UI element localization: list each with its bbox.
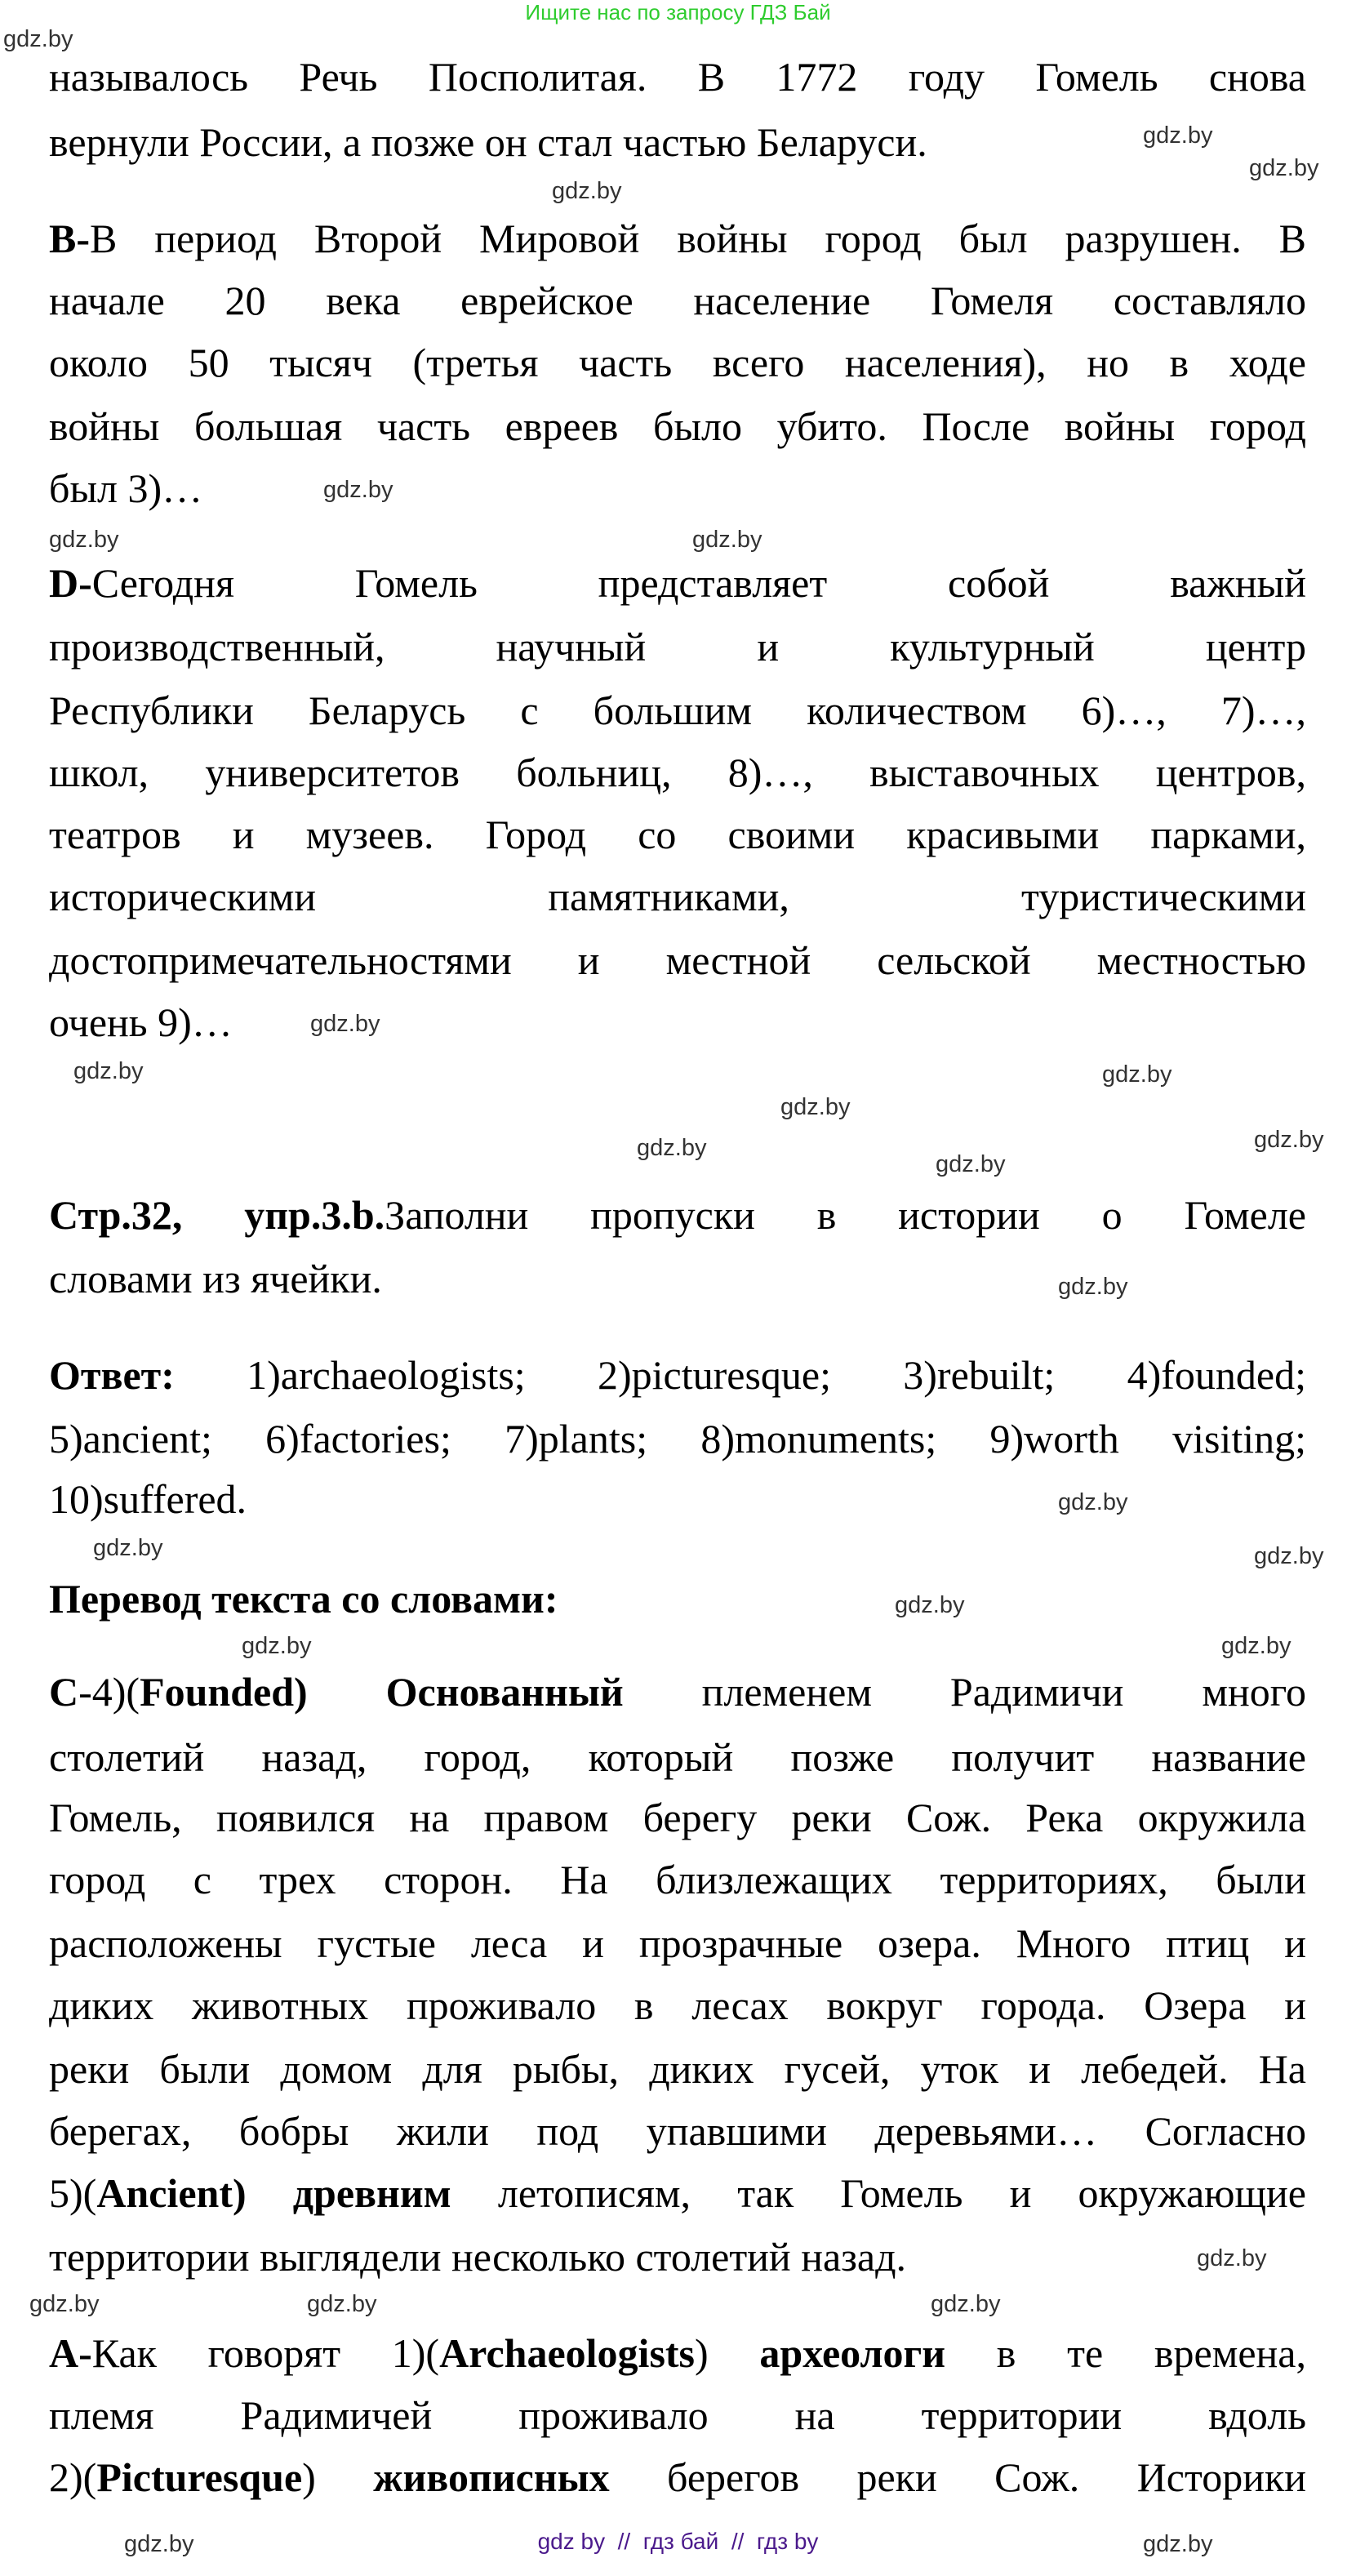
bold-text: B- — [49, 216, 90, 261]
text-run: производственный, научный и культурный центр — [49, 624, 1306, 670]
text-run: ) — [302, 2454, 374, 2500]
text-run: диких животных проживало в лесах вокруг города. Озера и — [49, 1982, 1306, 2028]
watermark: gdz.by — [49, 527, 119, 553]
text-line — [49, 1350, 1306, 1399]
watermark: gdz.by — [1254, 1127, 1324, 1153]
text-run: реки были домом для рыбы, диких гусей, уток и лебедей. На — [49, 2046, 1306, 2092]
text-line — [49, 2107, 1306, 2156]
watermark: gdz.by — [692, 527, 762, 553]
text-line — [49, 2044, 1306, 2093]
text-line — [49, 810, 1306, 859]
text-line — [49, 464, 202, 513]
watermark: gdz.by — [780, 1094, 851, 1120]
text-run: называлось Речь Посполитая. В 1772 году Гомель снова — [49, 54, 1306, 100]
text-run: Республики Беларусь с большим количеством 6)…, 7)…, — [49, 687, 1306, 733]
text-line — [49, 558, 1306, 607]
bold-text: живописных — [373, 2454, 610, 2500]
watermark: gdz.by — [1102, 1061, 1172, 1088]
text-run: очень 9)… — [49, 999, 233, 1045]
text-line — [49, 1733, 1306, 1782]
text-line — [49, 2232, 906, 2281]
site-banner[interactable]: Ищите нас по запросу ГДЗ Бай — [525, 0, 831, 24]
watermark: gdz.by — [1143, 122, 1213, 149]
text-line — [49, 1981, 1306, 2030]
watermark: gdz.by — [1058, 1274, 1128, 1300]
text-run: летописям, так Гомель и окружающие — [451, 2170, 1306, 2216]
text-run: Заполни пропуски в истории о Гомеле — [385, 1192, 1306, 1238]
text-run: расположены густые леса и прозрачные озера. Много птиц и — [49, 1920, 1306, 1966]
text-run: достопримечательностями и местной сельской местностью — [49, 937, 1306, 983]
text-run: племя Радимичей проживало на территории вдоль — [49, 2392, 1306, 2438]
text-run: 5)( — [49, 2170, 97, 2216]
text-line — [49, 1855, 1306, 1904]
bold-text: Founded) Основанный — [140, 1669, 624, 1715]
text-line — [49, 872, 1306, 921]
text-line — [49, 1793, 1306, 1842]
text-line — [49, 998, 233, 1047]
text-line — [49, 2453, 1306, 2502]
text-run: вернули России, а позже он стал частью Беларуси. — [49, 119, 927, 165]
watermark: gdz.by — [1197, 2245, 1267, 2271]
text-run: город с трех сторон. На близлежащих территориях, были — [49, 1857, 1306, 1902]
text-line — [49, 1574, 558, 1623]
watermark: gdz.by — [1221, 1633, 1292, 1659]
bold-text: D- — [49, 560, 92, 606]
text-line — [49, 338, 1306, 387]
watermark: gdz.by — [93, 1535, 163, 1561]
text-line — [49, 118, 927, 167]
text-line — [49, 276, 1306, 325]
watermark: gdz.by — [637, 1135, 707, 1161]
text-line — [49, 52, 1306, 101]
text-line — [49, 1475, 247, 1524]
text-line — [49, 2169, 1306, 2218]
watermark: gdz.by — [310, 1011, 380, 1037]
text-line — [49, 2329, 1306, 2378]
text-run: войны большая часть евреев было убито. После войны город — [49, 403, 1306, 449]
watermark: gdz.by — [936, 1151, 1006, 1177]
text-run: Сегодня Гомель представляет собой важный — [91, 560, 1306, 606]
text-run: В период Второй Мировой войны город был разрушен. В — [90, 216, 1306, 261]
text-run: 1)archaeologists; 2)picturesque; 3)rebuilt; 4)founded; — [174, 1352, 1306, 1398]
text-line — [49, 1190, 1306, 1239]
text-line — [49, 1919, 1306, 1968]
bold-text: A- — [49, 2330, 92, 2376]
text-run: школ, университетов больниц, 8)…, выставочных центров, — [49, 750, 1306, 795]
watermark: gdz.by — [1249, 155, 1319, 181]
watermark: gdz.by — [307, 2291, 377, 2317]
watermark: gdz.by — [1058, 1489, 1128, 1515]
text-line — [49, 402, 1306, 451]
text-line — [49, 1254, 382, 1303]
text-run: 10)suffered. — [49, 1476, 247, 1522]
watermark: gdz.by — [1254, 1543, 1324, 1569]
watermark: gdz.by — [73, 1058, 144, 1084]
text-line — [49, 748, 1306, 797]
site-footer-links[interactable]: gdz by // гдз бай // гдз by — [537, 2529, 819, 2554]
watermark: gdz.by — [931, 2291, 1001, 2317]
text-line — [49, 1414, 1306, 1463]
text-run: был 3)… — [49, 465, 203, 511]
watermark: gdz.by — [895, 1592, 965, 1618]
text-line — [49, 686, 1306, 735]
text-run: 2)( — [49, 2454, 97, 2500]
bold-text: археологи — [759, 2330, 946, 2376]
text-run: ) — [695, 2330, 760, 2376]
text-line — [49, 2391, 1306, 2440]
watermark: gdz.by — [1143, 2531, 1213, 2557]
bold-text: Ответ: — [49, 1352, 175, 1398]
text-run: 5)ancient; 6)factories; 7)plants; 8)monuments; 9)worth visiting; — [49, 1416, 1306, 1462]
watermark: gdz.by — [552, 178, 622, 204]
text-run: Гомель, появился на правом берегу реки Сож. Река окружила — [49, 1795, 1306, 1840]
watermark: gdz.by — [124, 2531, 194, 2557]
watermark: gdz.by — [29, 2291, 100, 2317]
text-run: племенем Радимичи много — [623, 1669, 1306, 1715]
bold-text: Archaeologists — [439, 2330, 696, 2376]
text-line — [49, 1667, 1306, 1716]
text-run: столетий назад, город, который позже получит название — [49, 1734, 1306, 1780]
bold-text: Ancient) древним — [96, 2170, 451, 2216]
bold-text: Стр.32, упр.3.b. — [49, 1192, 385, 1238]
text-run: театров и музеев. Город со своими красивыми парками, — [49, 812, 1306, 857]
text-run: в те времена, — [945, 2330, 1306, 2376]
text-run: берегов реки Сож. Историки — [609, 2454, 1307, 2500]
text-run: начале 20 века еврейское население Гомеля составляло — [49, 278, 1306, 323]
text-run: Как говорят 1)( — [91, 2330, 440, 2376]
text-line — [49, 214, 1306, 263]
bold-text: C — [49, 1669, 79, 1715]
text-run: берегах, бобры жили под упавшими деревьями… Согласно — [49, 2108, 1306, 2154]
watermark: gdz.by — [323, 477, 393, 503]
text-run: историческими памятниками, туристическими — [49, 874, 1306, 919]
watermark: gdz.by — [242, 1633, 312, 1659]
text-line — [49, 622, 1306, 671]
text-run: территории выглядели несколько столетий назад. — [49, 2234, 907, 2280]
text-run: -4)( — [78, 1669, 140, 1715]
bold-text: Перевод текста со словами: — [49, 1576, 558, 1622]
text-run: около 50 тысяч (третья часть всего населения), но в ходе — [49, 340, 1306, 385]
text-line — [49, 936, 1306, 985]
bold-text: Picturesque — [96, 2454, 303, 2500]
watermark: gdz.by — [3, 26, 73, 52]
text-run: словами из ячейки. — [49, 1256, 382, 1301]
